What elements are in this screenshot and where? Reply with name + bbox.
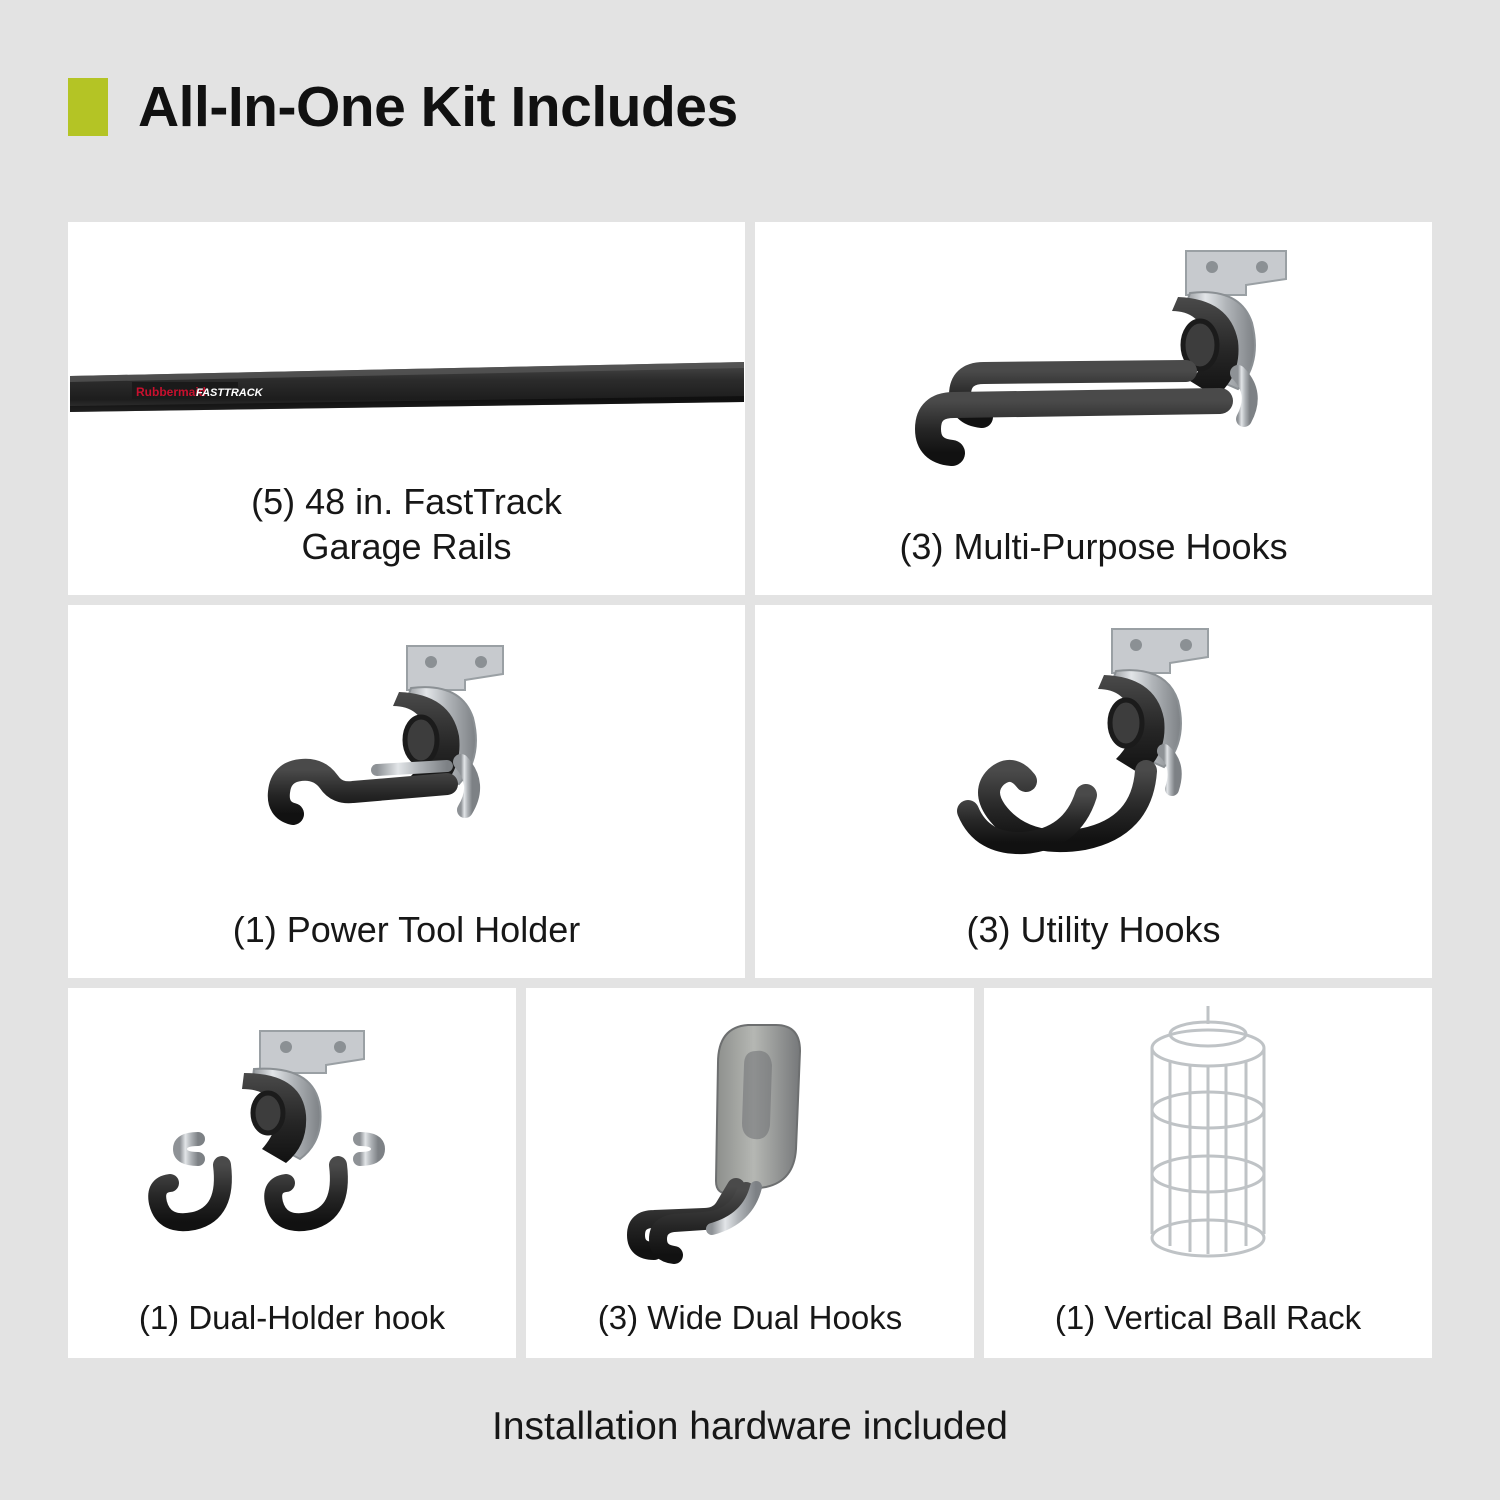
power-tool-holder-icon (147, 616, 667, 896)
kit-item-caption: (3) Wide Dual Hooks (597, 1298, 903, 1336)
multi-purpose-hook-icon (834, 233, 1354, 513)
kit-item-grid (68, 222, 1432, 1368)
page-header (68, 74, 738, 139)
caption-line-1: (5) 48 in. FastTrack (251, 481, 562, 522)
garage-rail-icon (68, 236, 745, 466)
kit-item-utility-hooks (755, 605, 1432, 978)
kit-item-caption: (1) Vertical Ball Rack (1054, 1298, 1362, 1336)
grid-row (68, 988, 1432, 1358)
footer-note: Installation hardware included (492, 1405, 1008, 1448)
dual-holder-hook-art (68, 988, 516, 1297)
product-label: FASTTRACK (196, 386, 263, 399)
garage-rail-art (68, 222, 745, 479)
kit-item-dual-holder-hook (68, 988, 516, 1358)
vertical-ball-rack-icon (1018, 1002, 1398, 1282)
wide-dual-hook-art (526, 988, 974, 1297)
utility-hook-art (755, 605, 1432, 907)
multi-purpose-hook-art (755, 222, 1432, 524)
kit-item-caption: (3) Utility Hooks (966, 909, 1221, 950)
vertical-ball-rack-art (984, 988, 1432, 1297)
wide-dual-hook-icon (560, 1007, 940, 1277)
page-title: All-In-One Kit Includes (138, 74, 738, 139)
kit-item-caption: (1) Power Tool Holder (232, 909, 581, 950)
kit-item-garage-rails (68, 222, 745, 595)
kit-item-power-tool-holder (68, 605, 745, 978)
grid-row (68, 222, 1432, 595)
kit-item-caption: (1) Dual-Holder hook (138, 1298, 446, 1336)
accent-bar (68, 78, 108, 136)
kit-item-caption: (3) Multi-Purpose Hooks (899, 526, 1288, 567)
kit-item-multi-purpose-hooks (755, 222, 1432, 595)
kit-item-caption (68, 479, 745, 595)
kit-item-wide-dual-hooks (526, 988, 974, 1358)
caption-line-2: Garage Rails (301, 526, 512, 567)
dual-holder-hook-icon (102, 1007, 482, 1277)
kit-item-vertical-ball-rack (984, 988, 1432, 1358)
grid-row (68, 605, 1432, 978)
utility-hook-icon (834, 611, 1354, 901)
brand-label: Rubbermaid (136, 384, 207, 399)
power-tool-holder-art (68, 605, 745, 907)
